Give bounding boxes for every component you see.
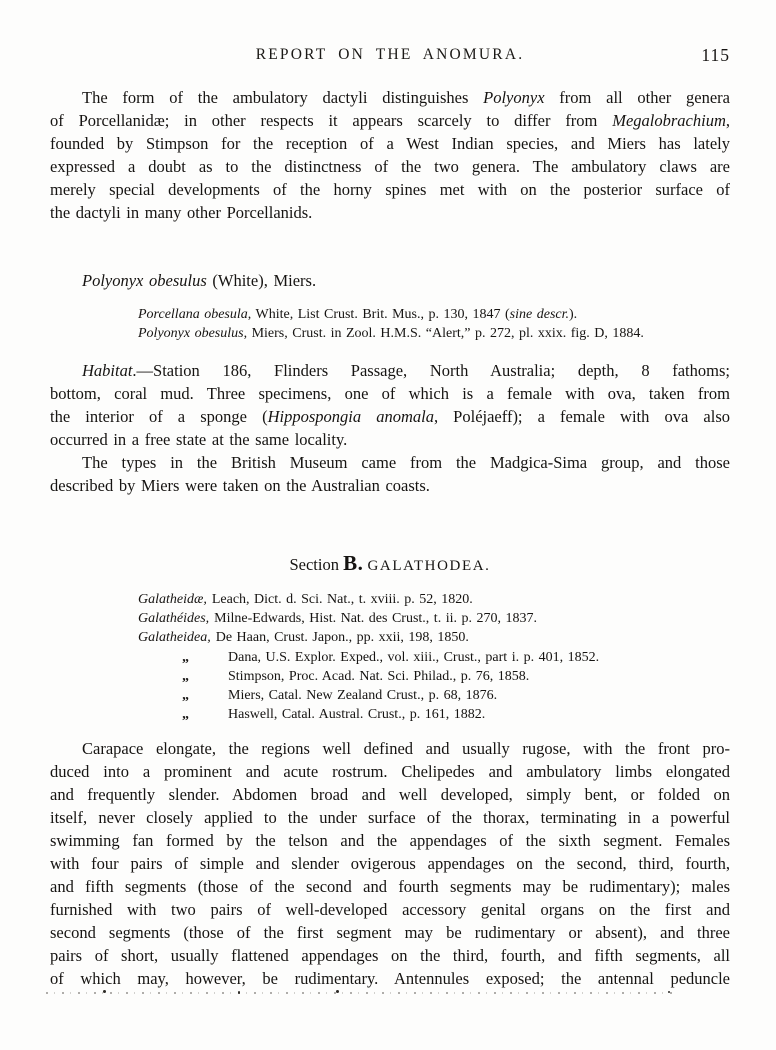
roman-text: founded by Stimpson for the reception of a West Indian species, and Miers has lately bbox=[50, 134, 730, 153]
section-name: GALATHODEA. bbox=[367, 558, 491, 574]
roman-text: , bbox=[725, 111, 730, 130]
text-line bbox=[50, 944, 730, 967]
section-heading bbox=[50, 551, 730, 575]
roman-text: , Poléjaeff); a female with ova also bbox=[433, 407, 730, 426]
ditto-mark: „ bbox=[182, 668, 188, 684]
roman-text: from all other genera bbox=[544, 88, 730, 107]
reference-row bbox=[138, 648, 730, 667]
text-line bbox=[50, 474, 730, 497]
roman-text: of Porcellanidæ; in other respects it appears scarcely to differ from bbox=[50, 111, 613, 130]
paragraph-intro bbox=[50, 86, 730, 224]
species-heading bbox=[50, 269, 730, 292]
text-line bbox=[50, 875, 730, 898]
italic-text: Polyonyx obesulus bbox=[138, 326, 244, 341]
roman-text: the interior of a sponge ( bbox=[50, 407, 268, 426]
text-line bbox=[50, 109, 730, 132]
text-line bbox=[50, 967, 730, 990]
roman-text: ). bbox=[569, 307, 578, 322]
ditto-mark: „ bbox=[182, 707, 188, 723]
roman-text: swimming fan formed by the telson and the appendages of the sixth segment. Females bbox=[50, 831, 730, 851]
text-line bbox=[50, 806, 730, 829]
roman-text: with four pairs of simple and slender ovigerous appendages on the second, third, fourth, bbox=[50, 854, 730, 874]
text-line bbox=[50, 760, 730, 783]
running-title: REPORT ON THE ANOMURA. bbox=[255, 46, 525, 63]
roman-text: bottom, coral mud. Three specimens, one of which is a female with ova, taken from bbox=[50, 384, 730, 403]
text-line bbox=[50, 451, 730, 474]
text-line bbox=[138, 305, 730, 324]
taxon-name: Galatheidæ, bbox=[138, 592, 207, 607]
roman-text: expressed a doubt as to the distinctness of the two genera. The ambulatory claws are bbox=[50, 157, 730, 176]
italic-text: sine descr. bbox=[509, 307, 569, 322]
citation-text: Haswell, Catal. Austral. Crust., p. 161, 1882. bbox=[228, 707, 486, 723]
roman-text: occurred in a free state at the same locality. bbox=[50, 430, 348, 449]
text-line bbox=[50, 359, 730, 382]
text-line bbox=[138, 324, 730, 343]
text-line bbox=[50, 269, 730, 292]
paragraph-habitat bbox=[50, 359, 730, 451]
scan-speck bbox=[238, 991, 240, 994]
text-line bbox=[50, 783, 730, 806]
roman-text: and frequently slender. Abdomen broad and well developed, simply bent, or folded on bbox=[50, 785, 730, 805]
running-head bbox=[50, 46, 730, 64]
text-line bbox=[50, 852, 730, 875]
page-number: 115 bbox=[701, 45, 730, 65]
citation-text: Stimpson, Proc. Acad. Nat. Sci. Philad., p. 76, 1858. bbox=[228, 668, 530, 684]
ditto-mark: „ bbox=[182, 687, 188, 703]
citation-text: Dana, U.S. Explor. Exped., vol. xiii., Crust., part i. p. 401, 1852. bbox=[228, 649, 600, 665]
reference-row bbox=[138, 705, 730, 724]
text-line bbox=[50, 737, 730, 760]
synonymy-block bbox=[50, 305, 730, 343]
text-line bbox=[50, 178, 730, 201]
roman-text: the dactyli in many other Porcellanids. bbox=[50, 203, 313, 222]
ditto-mark: „ bbox=[182, 649, 188, 665]
roman-text: pairs of short, usually flattened appendages on the third, fourth, and fifth segments, all bbox=[50, 946, 730, 966]
italic-text: Hippospongia anomala bbox=[267, 407, 434, 426]
scan-speck bbox=[103, 990, 106, 993]
text-line bbox=[50, 898, 730, 921]
reference-row bbox=[138, 628, 730, 647]
text-line bbox=[50, 405, 730, 428]
roman-text: The types in the British Museum came from the Madgica-Sima group, and those bbox=[82, 453, 730, 472]
reference-row bbox=[138, 590, 730, 609]
roman-text: of which may, however, be rudimentary. Antennules exposed; the antennal peduncle bbox=[50, 969, 730, 989]
italic-text: Habitat bbox=[82, 361, 133, 380]
taxon-name: Galatheidea, bbox=[138, 630, 211, 646]
reference-row bbox=[138, 667, 730, 686]
roman-text: , Miers, Crust. in Zool. H.M.S. “Alert,” p. 272, pl. xxix. fig. D, 1884. bbox=[243, 326, 644, 341]
text-line bbox=[50, 155, 730, 178]
text-line bbox=[50, 829, 730, 852]
text-line bbox=[50, 921, 730, 944]
italic-text: Megalobrachium bbox=[612, 111, 726, 130]
roman-text: (White), Miers. bbox=[206, 271, 317, 290]
roman-text: , White, List Crust. Brit. Mus., p. 130, 1847 ( bbox=[247, 307, 510, 322]
roman-text: .—Station 186, Flinders Passage, North Australia; depth, 8 fathoms; bbox=[132, 361, 730, 380]
scan-speck bbox=[336, 990, 339, 993]
citation-text: De Haan, Crust. Japon., pp. xxii, 198, 1850. bbox=[215, 630, 469, 646]
text-column bbox=[50, 0, 730, 990]
paragraph-types bbox=[50, 451, 730, 497]
roman-text: and fifth segments (those of the second and fourth segments may be rudimentary); males bbox=[50, 877, 730, 897]
text-line bbox=[50, 382, 730, 405]
text-line bbox=[50, 201, 730, 224]
roman-text: Carapace elongate, the regions well defined and usually rugose, with the front pro- bbox=[82, 739, 730, 759]
scan-speck bbox=[668, 991, 670, 993]
italic-text: Polyonyx obesulus bbox=[82, 271, 207, 290]
roman-text: merely special developments of the horny spines met with on the posterior surface of bbox=[50, 180, 730, 199]
taxon-name: Galathéides, bbox=[138, 611, 210, 627]
roman-text: duced into a prominent and acute rostrum. Chelipedes and ambulatory limbs elongated bbox=[50, 762, 730, 782]
text-line bbox=[50, 86, 730, 109]
text-line bbox=[50, 428, 730, 451]
references-block bbox=[50, 590, 730, 724]
roman-text: second segments (those of the first segment may be rudimentary or absent), and three bbox=[50, 923, 730, 943]
roman-text: The form of the ambulatory dactyli distinguishes bbox=[82, 88, 484, 107]
section-label: Section bbox=[289, 555, 339, 574]
text-line bbox=[50, 132, 730, 155]
roman-text: furnished with two pairs of well-developed accessory genital organs on the first and bbox=[50, 900, 730, 920]
citation-text: Milne-Edwards, Hist. Nat. des Crust., t. ii. p. 270, 1837. bbox=[214, 611, 537, 627]
paragraph-description bbox=[50, 737, 730, 990]
italic-text: Polyonyx bbox=[483, 88, 545, 107]
reference-row bbox=[138, 609, 730, 628]
citation-text: Leach, Dict. d. Sci. Nat., t. xviii. p. 52, 1820. bbox=[211, 592, 473, 607]
roman-text: itself, never closely applied to the under surface of the thorax, terminating in a powerful bbox=[50, 808, 730, 828]
roman-text: described by Miers were taken on the Australian coasts. bbox=[50, 476, 430, 495]
scan-artifact-line bbox=[46, 992, 674, 994]
section-letter: B. bbox=[343, 551, 364, 575]
italic-text: Porcellana obesula bbox=[138, 307, 248, 322]
reference-row bbox=[138, 686, 730, 705]
citation-text: Miers, Catal. New Zealand Crust., p. 68, 1876. bbox=[228, 687, 498, 703]
